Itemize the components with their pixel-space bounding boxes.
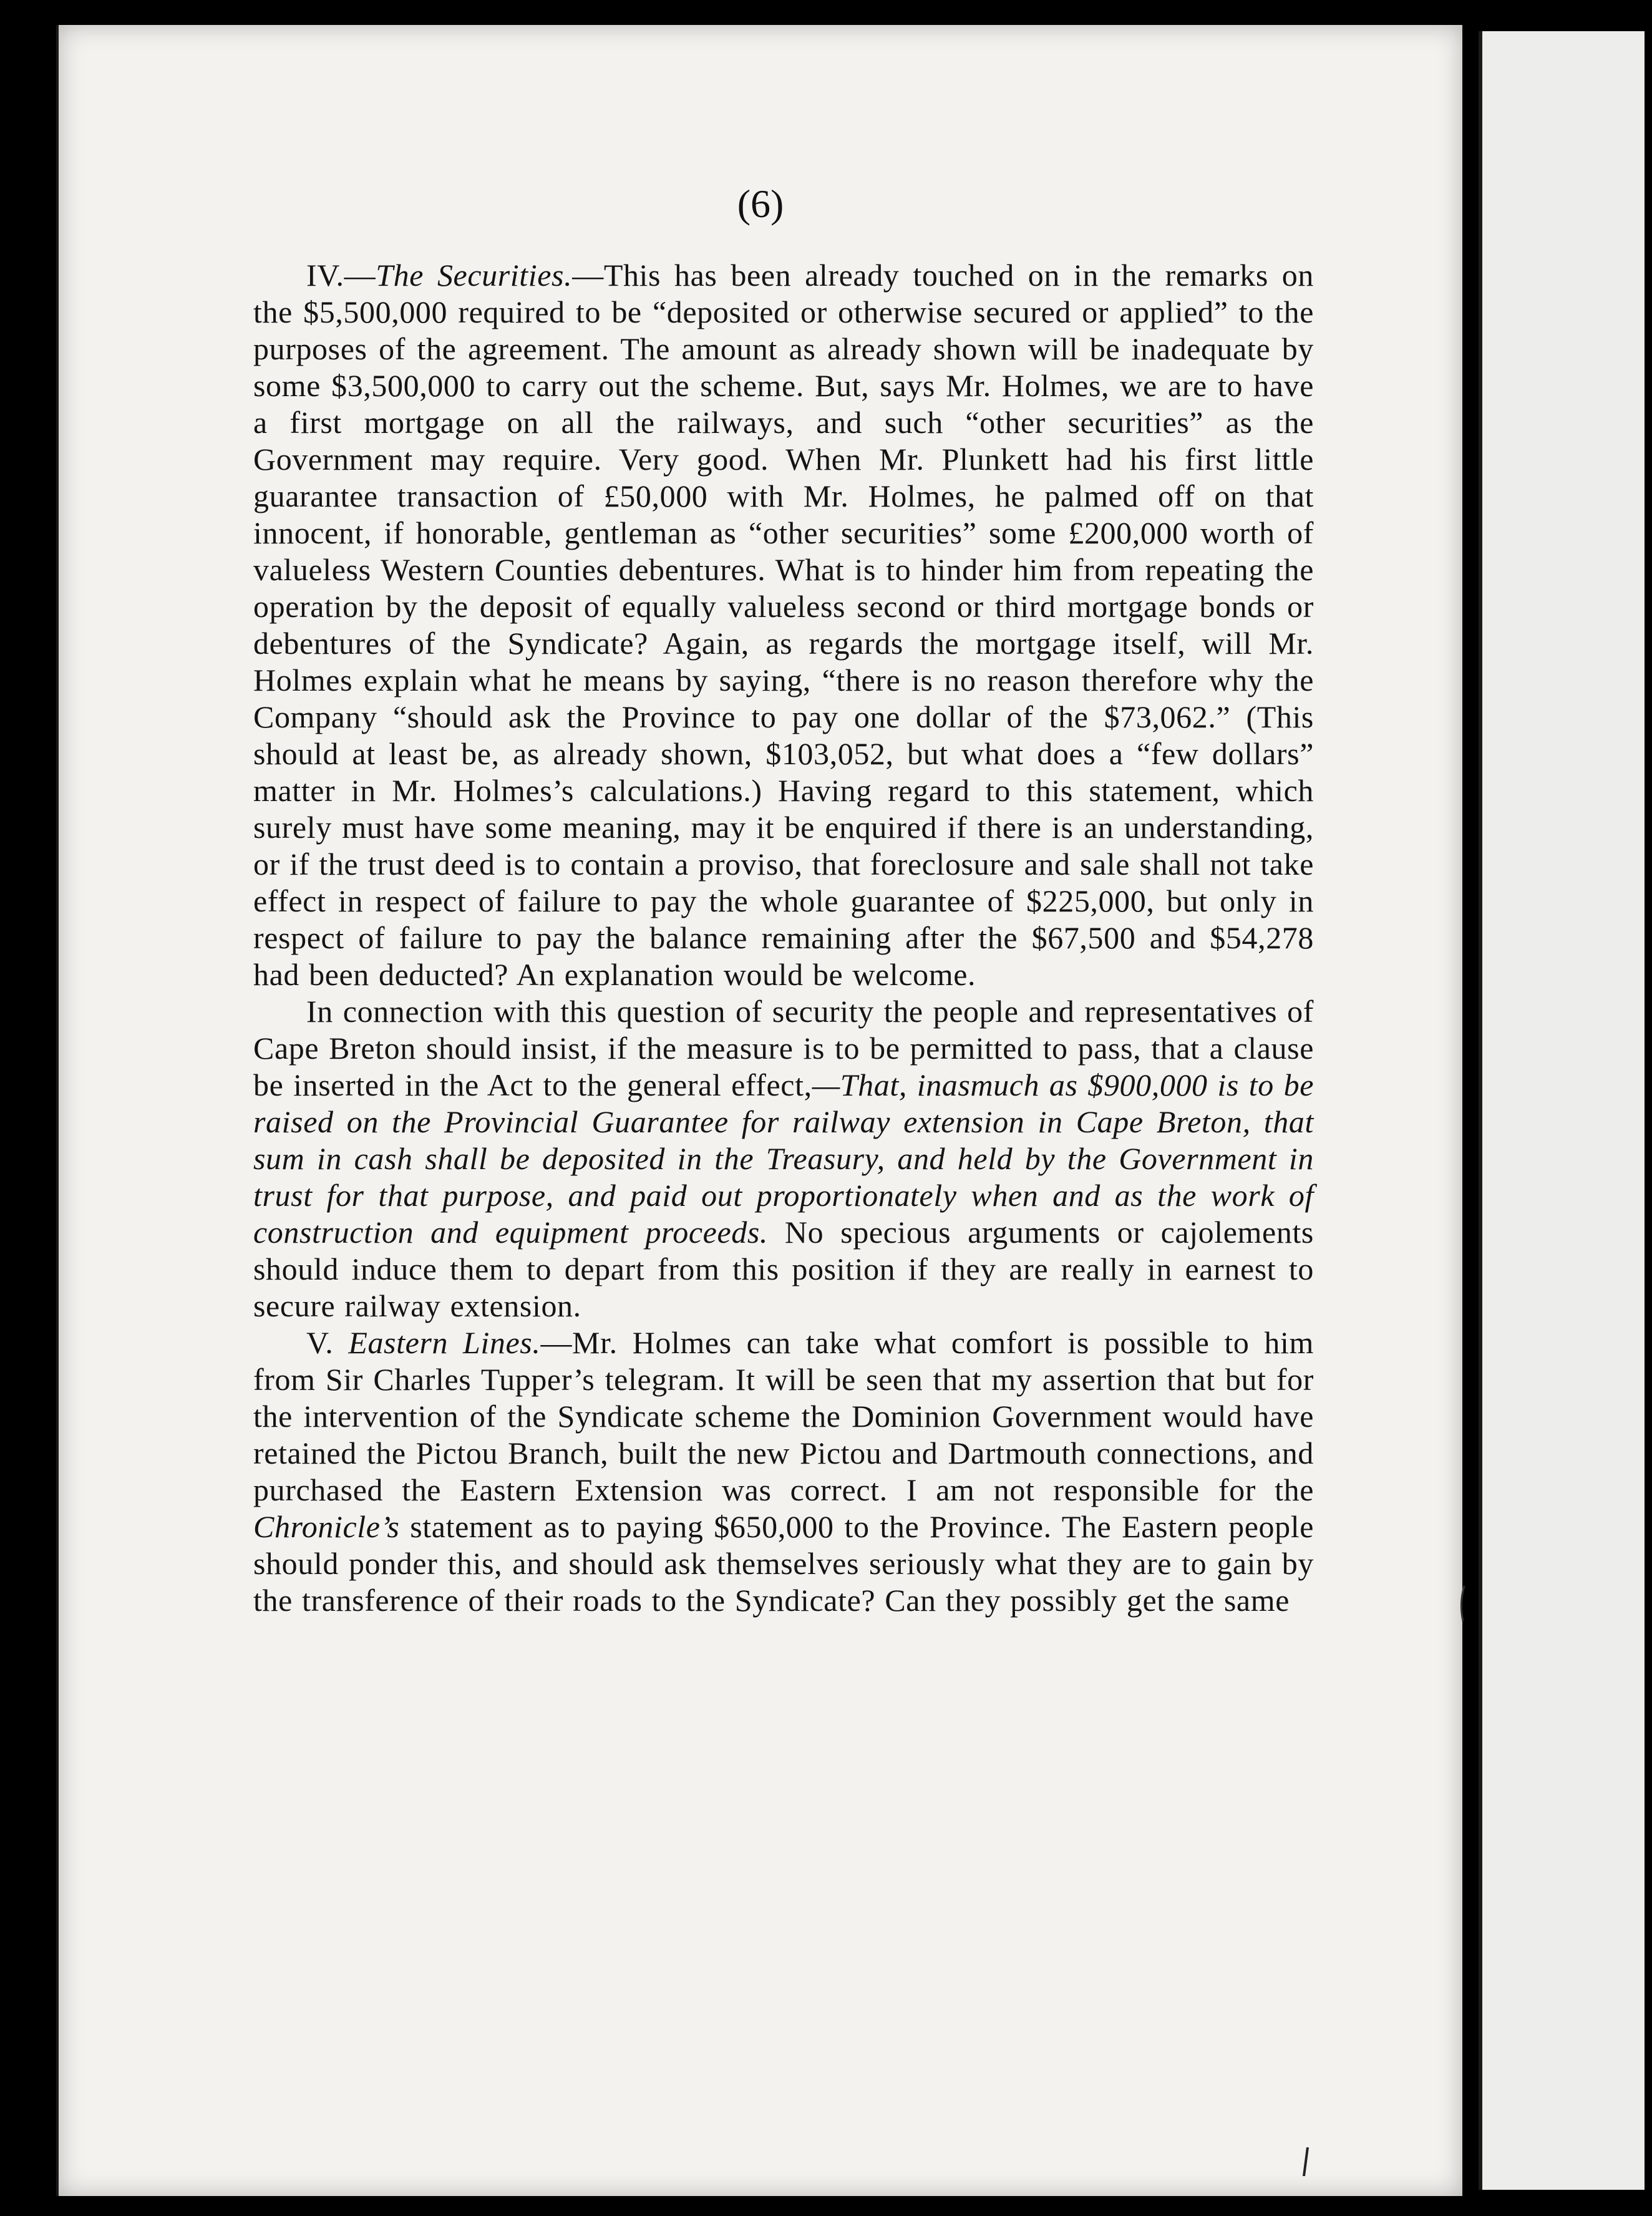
paragraph-security-clause (253, 993, 1314, 1324)
paragraph-securities (253, 257, 1314, 993)
adjacent-page-edge (1479, 31, 1645, 2190)
section-heading-title: The Securities. (376, 258, 573, 293)
proposed-clause-italic: —That, inasmuch as $900,000 is to be raised on the Provincial Guarantee for railway extension in Cape Breton, that sum in cash shall be deposited in the Treasury, and held by the Government in trust for that purpose, and paid out proportionately when and as the work of construction and equipment proceeds. (253, 1067, 1314, 1250)
paragraph-eastern-lines (253, 1324, 1314, 1619)
section-heading-title: Eastern Lines. (348, 1325, 541, 1360)
paragraph-text: —Mr. Holmes can take what comfort is possible to him from Sir Charles Tupper’s telegram. It will be seen that my assertion that but for the intervention of the Syndicate scheme the Dominion Government would have retained the Pictou Branch, built the new Pictou and Dartmouth connections, and purchased the Eastern Extension was correct. I am not responsible for the (253, 1325, 1314, 1507)
newspaper-name-italic: Chronicle’s (253, 1509, 400, 1544)
paragraph-text-after: No specious arguments or cajolements should induce them to depart from this position if they are really in earnest to secure railway extension. (253, 1215, 1314, 1323)
paragraph-text: —This has been already touched on in the remarks on the $5,500,000 required to be “deposited or otherwise secured or applied” to the purposes of the agreement. The amount as already shown will be inadequate by some $3,500,000 to carry out the scheme. But, says Mr. Holmes, we are to have a first mortgage on all the railways, and such “other securities” as the Government may require. Very good. When Mr. Plunkett had his first little guarantee transaction of £50,000 with Mr. Holmes, he palmed off on that innocent, if honorable, gentleman as “other securities” some £200,000 worth of valueless Western Counties debentures. What is to hinder him from repeating the operation by the deposit of equally valueless second or third mortgage bonds or debentures of the Syndicate? Again, as regards the mortgage itself, will Mr. Holmes explain what he means by saying, “there is no reason therefore why the Company “should ask the Province to pay one dollar of the $73,062.” (This should at least be, as already shown, $103,052, but what does a “few dollars” matter in Mr. Holmes’s calculations.) Having regard to this statement, which surely must have some meaning, may it be enquired if there is an understanding, or if the trust deed is to contain a proviso, that foreclosure and sale shall not take effect in respect of failure to pay the whole guarantee of $225,000, but only in respect of failure to pay the balance remaining after the $67,500 and $54,278 had been deducted? An explanation would be welcome. (253, 258, 1314, 992)
document-body (253, 257, 1314, 1619)
page-number: (6) (737, 182, 784, 226)
paragraph-text: In connection with this question of security the people and representatives of Cape Breton should insist, if the measure is to be permitted to pass, that a clause be inserted in the Act to the general effect, (253, 994, 1314, 1102)
section-heading-number: IV. (306, 258, 344, 293)
section-heading-separator: — (344, 258, 376, 293)
ink-stroke-mark (1457, 1585, 1469, 1622)
ink-blot-mark (1298, 2146, 1316, 2177)
paragraph-text-after: statement as to paying $650,000 to the Province. The Eastern people should ponder this, and should ask themselves seriously what they are to gain by the transference of their roads to the Syndicate? Can they possibly get the same (253, 1509, 1314, 1618)
document-page (56, 25, 1462, 2196)
section-heading-number: V. (306, 1325, 334, 1360)
